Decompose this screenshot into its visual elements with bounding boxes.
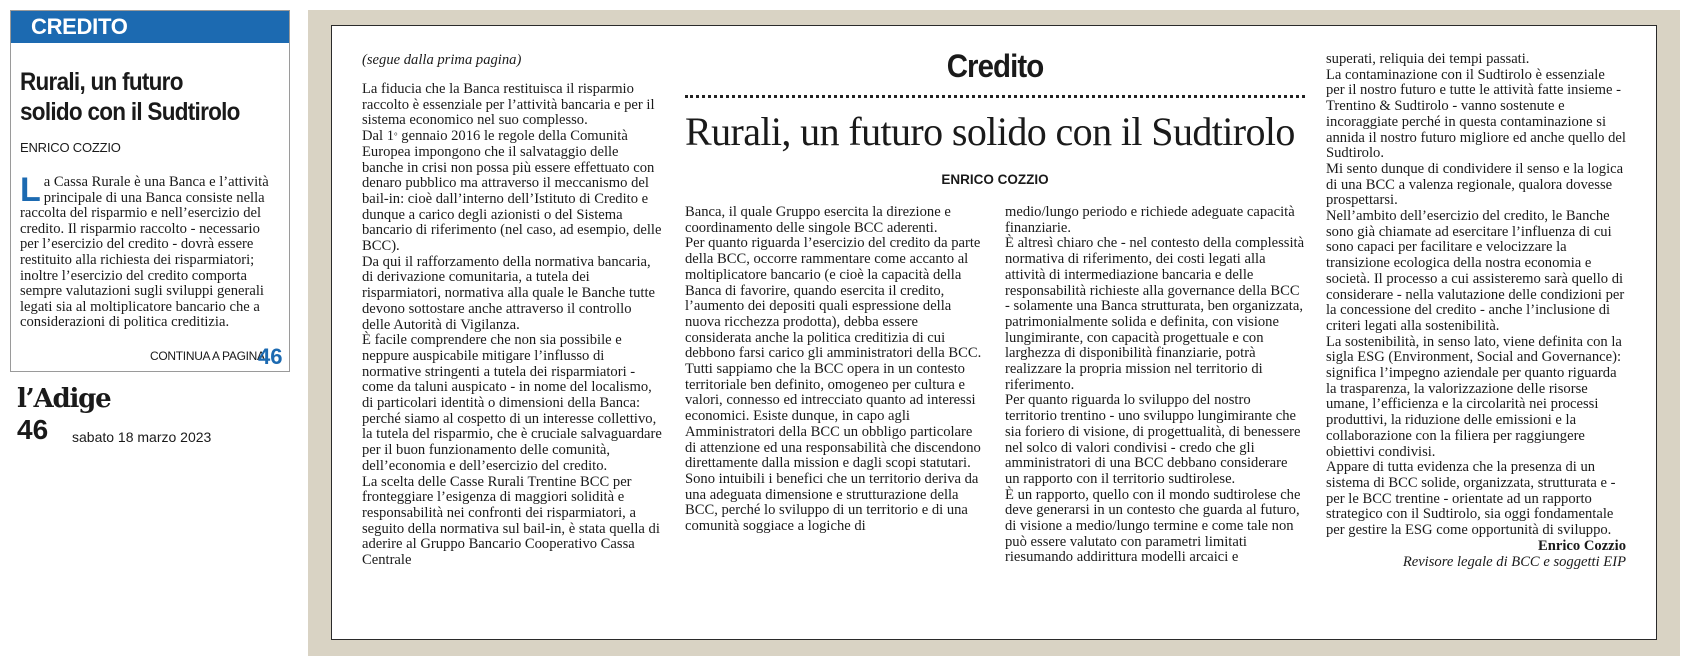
paragraph: La fiducia che la Banca restituisca il risparmio raccolto è essenziale per l’attività bancaria e per il sistema economico nel suo complesso. [362, 81, 655, 129]
teaser-body-text: a Cassa Rurale è una Banca e l’attività principale di una Banca consiste nella raccolta del risparmio e nell’esercizio del credito. Il risparmio raccolto - necessario per l’esercizio del credito - dovrà essere restituito alla richiesta dei risparmiatori; inoltre l’esercizio del credito comporta sempre valutazioni sugli sviluppi generali legati sia al moltiplicatore bancario che a considerazioni di politica creditizia. [20, 174, 269, 331]
paragraph: Per quanto riguarda lo sviluppo del nostro territorio trentino - uno sviluppo lungimirante che sia foriero di visione, di progettualità, di benessere nel solco di valori condivisi - credo che gli amministratori di una BCC debbano considerare un rapporto con il territorio sudtirolese. [1005, 392, 1301, 487]
teaser-section-label: CREDITO [11, 11, 289, 43]
paragraph: È facile comprendere che non sia possibile e neppure auspicabile mitigare l’influsso di normative stringenti a tutela dei risparmiatori - come da taluni auspicato - in nome del localismo, di particolari identità o dimensioni della Banca: perché siamo al cospetto di un interesse collettivo, la tutela del risparmio, che è cruciale salvaguardare per il buon funzionamento delle comunità, dell’economia e dell’esercizio del credito. [362, 332, 662, 474]
newspaper-logo: l’Adige [17, 384, 111, 414]
page-number: 46 [17, 414, 49, 445]
paragraph: È un rapporto, quello con il mondo sudtirolese che deve generarsi in un contesto che guarda al futuro, di visione a medio/lungo termine e come tale non può essere valutato con parametri limitati riesumando addirittura modelli arcaici e [1005, 486, 1301, 566]
paragraph: Da qui il rafforzamento della normativa bancaria, di derivazione comunitaria, a tutela dei risparmiatori, normativa alla quale le Banche tutte devono sottostare anche attraverso il controllo delle Autorità di Vigilanza. [362, 253, 655, 333]
teaser-title[interactable]: Rurali, un futuro solido con il Sudtirolo [20, 68, 240, 126]
article-column-2 [685, 205, 985, 535]
paragraph: Nell’ambito dell’esercizio del credito, le Banche sono già chiamate ad esercitare l’influenza di cui sono capaci per facilitare e velocizzare la transizione ecologica della nostra economia e società. Il processo a cui assisteremo sarà quello di considerare - nella valutazione delle condizioni per la concessione del credito - anche l’inclusione di criteri legati alla sostenibilità. [1326, 208, 1625, 334]
article-headline: Rurali, un futuro solido con il Sudtirolo [685, 109, 1295, 154]
paragraph: La contaminazione con il Sudtirolo è essenziale per il nostro futuro e tutte le attività fatte insieme - Trentino & Sudtirolo - vanno sostenute e incoraggiate perché in questa contaminazione si annida il nostro futuro migliore ed anche quello del Sudtirolo. [1326, 66, 1626, 162]
continua-page-number[interactable]: 46 [258, 344, 283, 369]
paragraph: Dal 1° gennaio 2016 le regole della Comunità Europea impongono che il salvataggio delle banche in crisi non possa più essere effettuato con denaro pubblico ma attraverso il meccanismo del bail-in: cioè dall’interno dell’Istituto di Credito e dunque a carico degli azionisti o del Sistema bancario di riferimento (nel caso, ad esempio, delle BCC). [362, 128, 662, 255]
paragraph: Tutti sappiamo che la BCC opera in un contesto territoriale ben definito, omogeneo per cultura e valori, connesso ed intrecciato quanto ad interessi economici. Esiste dunque, in capo agli Amministratori della BCC un obbligo particolare di attenzione ed una responsabilità che discendono direttamente dalla mission e dagli scopi statutari. Sono intuibili i benefici che un territorio deriva da una adeguata dimensione e strutturazione della BCC, perché lo sviluppo di un territorio e di una comunità soggiace a logiche di [685, 361, 981, 535]
segue-note: (segue dalla prima pagina) [362, 52, 522, 68]
signature-role: Revisore legale di BCC e soggetti EIP [1402, 553, 1626, 570]
dotted-divider [685, 95, 1305, 98]
paragraph: Banca, il quale Gruppo esercita la direzione e coordinamento delle singole BCC aderenti. [685, 204, 951, 236]
paragraph: È altresì chiaro che - nel contesto della complessità normativa di riferimento, dei costi legati alla attività di intermediazione bancaria e delle responsabilità richieste alla governance della BCC - solamente una Banca strutturata, ben organizzata, patrimonialmente solida e definita, con visione lungimirante, con capacità progettuale e con larghezza di disponibilità finanziarie, potrà realizzare la propria mission nel territorio di riferimento. [1005, 235, 1305, 393]
page-date: sabato 18 marzo 2023 [72, 429, 212, 445]
teaser-body [20, 171, 282, 331]
teaser-author: ENRICO COZZIO [20, 140, 121, 155]
article-column-1 [362, 82, 662, 569]
paragraph: Appare di tutta evidenza che la presenza di un sistema di BCC solide, organizzata, strutturata e - per le BCC trentine - orientate ad un rapporto strategico con il Sudtirolo, sia oggi fondamentale per gestire la ESG come opportunità di sviluppo. [1326, 459, 1616, 539]
article-column-4 [1326, 52, 1626, 570]
paragraph: Per quanto riguarda l’esercizio del credito da parte della BCC, occorre rammentare come accanto al moltiplicatore bancario (e cioè la capacità della Banca di favorire, quando esercita il credito, l’aumento dei depositi quali espressione della nuova ricchezza prodotta), debba essere considerata anche la politica creditizia di cui debbono farsi carico gli amministratori della BCC. [685, 235, 982, 362]
paragraph: La scelta delle Casse Rurali Trentine BCC per fronteggiare l’esigenza di maggiori solidità e responsabilità nei confronti dei risparmiatori, a seguito della normativa sul bail-in, è stata quella di aderire al Gruppo Bancario Cooperativo Cassa Centrale [362, 473, 660, 569]
paragraph: medio/lungo periodo e richiede adeguate capacità finanziarie. [1005, 204, 1295, 236]
article-column-3 [1005, 205, 1305, 566]
signature-name: Enrico Cozzio [1538, 537, 1626, 554]
paragraph: superati, reliquia dei tempi passati. [1326, 51, 1530, 67]
article-kicker: Credito [946, 48, 1044, 84]
paragraph: Mi sento dunque di condividere il senso e la logica di una BCC a valenza regionale, qualora dovesse prospettarsi. [1326, 160, 1624, 209]
article-byline: ENRICO COZZIO [941, 172, 1049, 187]
teaser-dropcap: L [20, 171, 41, 209]
paragraph: La sostenibilità, in senso lato, viene definita con la sigla ESG (Environment, Social and Governance): significa l’impegno aziendale per quanto riguarda la trasparenza, la valorizzazione delle risorse umane, l’efficienza e la circolarità nei processi produttivi, la riduzione delle emissioni e la collaborazione con la filiera per raggiungere obiettivi condivisi. [1326, 333, 1622, 460]
continua-link[interactable]: CONTINUA A PAGINA [150, 349, 265, 363]
